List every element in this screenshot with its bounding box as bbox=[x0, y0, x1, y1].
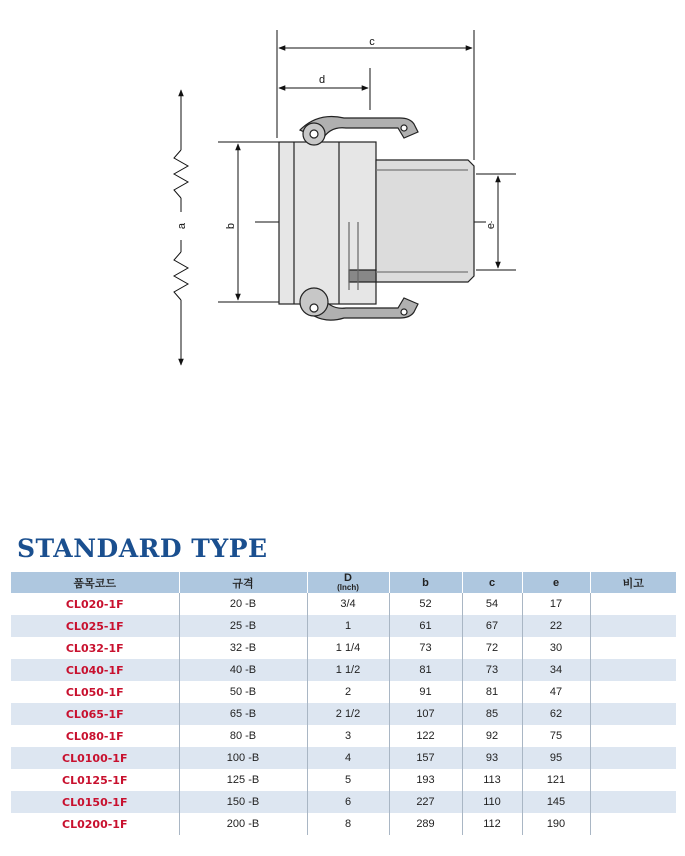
table-row bbox=[11, 615, 676, 637]
cell-c: 93 bbox=[462, 747, 522, 769]
cell-d: 2 1/2 bbox=[307, 703, 389, 725]
header-remark: 비고 bbox=[590, 572, 676, 593]
cell-b: 73 bbox=[389, 637, 462, 659]
cell-c: 85 bbox=[462, 703, 522, 725]
header-code: 품목코드 bbox=[11, 572, 179, 593]
cell-code: CL040-1F bbox=[11, 659, 179, 681]
header-size: 규격 bbox=[179, 572, 307, 593]
table-header-row bbox=[11, 572, 676, 593]
cell-size: 65 -B bbox=[179, 703, 307, 725]
table-row bbox=[11, 703, 676, 725]
cell-c: 67 bbox=[462, 615, 522, 637]
cell-c: 72 bbox=[462, 637, 522, 659]
cell-remark bbox=[590, 703, 676, 725]
table-row bbox=[11, 681, 676, 703]
cell-d: 3 bbox=[307, 725, 389, 747]
cell-d: 6 bbox=[307, 791, 389, 813]
cell-code: CL032-1F bbox=[11, 637, 179, 659]
cell-remark bbox=[590, 681, 676, 703]
cell-code: CL0100-1F bbox=[11, 747, 179, 769]
cell-c: 113 bbox=[462, 769, 522, 791]
cell-b: 289 bbox=[389, 813, 462, 835]
table-row bbox=[11, 593, 676, 615]
table-row bbox=[11, 813, 676, 835]
cell-remark bbox=[590, 791, 676, 813]
cell-e: 145 bbox=[522, 791, 590, 813]
header-e: e bbox=[522, 572, 590, 593]
header-b: b bbox=[389, 572, 462, 593]
cell-e: 22 bbox=[522, 615, 590, 637]
dimension-label-c: c bbox=[369, 36, 375, 48]
spec-table bbox=[11, 572, 676, 835]
cell-b: 122 bbox=[389, 725, 462, 747]
cell-code: CL0150-1F bbox=[11, 791, 179, 813]
cell-c: 110 bbox=[462, 791, 522, 813]
cell-d: 1 1/4 bbox=[307, 637, 389, 659]
cell-c: 81 bbox=[462, 681, 522, 703]
cell-size: 150 -B bbox=[179, 791, 307, 813]
cell-e: 95 bbox=[522, 747, 590, 769]
cell-c: 92 bbox=[462, 725, 522, 747]
dimension-label-d: d bbox=[318, 74, 326, 86]
cell-size: 40 -B bbox=[179, 659, 307, 681]
cell-code: CL050-1F bbox=[11, 681, 179, 703]
table-row bbox=[11, 637, 676, 659]
cell-b: 91 bbox=[389, 681, 462, 703]
cell-remark bbox=[590, 659, 676, 681]
cell-size: 200 -B bbox=[179, 813, 307, 835]
cell-code: CL025-1F bbox=[11, 615, 179, 637]
cell-remark bbox=[590, 813, 676, 835]
header-c: c bbox=[462, 572, 522, 593]
dimension-label-e: e bbox=[485, 222, 497, 230]
cell-remark bbox=[590, 769, 676, 791]
cell-remark bbox=[590, 593, 676, 615]
cell-size: 80 -B bbox=[179, 725, 307, 747]
cell-remark bbox=[590, 615, 676, 637]
cell-code: CL080-1F bbox=[11, 725, 179, 747]
cell-e: 34 bbox=[522, 659, 590, 681]
dimension-label-a: a bbox=[176, 222, 188, 230]
cell-size: 125 -B bbox=[179, 769, 307, 791]
cell-b: 157 bbox=[389, 747, 462, 769]
table-row bbox=[11, 791, 676, 813]
cell-e: 121 bbox=[522, 769, 590, 791]
cell-remark bbox=[590, 637, 676, 659]
cell-c: 112 bbox=[462, 813, 522, 835]
cell-b: 81 bbox=[389, 659, 462, 681]
cell-d: 2 bbox=[307, 681, 389, 703]
cell-b: 52 bbox=[389, 593, 462, 615]
cell-remark bbox=[590, 725, 676, 747]
section-title: STANDARD TYPE bbox=[17, 534, 268, 563]
cell-b: 193 bbox=[389, 769, 462, 791]
cell-d: 1 bbox=[307, 615, 389, 637]
cell-code: CL020-1F bbox=[11, 593, 179, 615]
cell-b: 61 bbox=[389, 615, 462, 637]
cell-size: 32 -B bbox=[179, 637, 307, 659]
cell-c: 54 bbox=[462, 593, 522, 615]
cell-remark bbox=[590, 747, 676, 769]
cell-b: 227 bbox=[389, 791, 462, 813]
cell-size: 25 -B bbox=[179, 615, 307, 637]
header-d-label: D bbox=[344, 571, 352, 584]
cell-e: 30 bbox=[522, 637, 590, 659]
table-row bbox=[11, 659, 676, 681]
header-d-unit: (Inch) bbox=[337, 582, 359, 592]
cell-size: 50 -B bbox=[179, 681, 307, 703]
cell-d: 1 1/2 bbox=[307, 659, 389, 681]
cell-d: 4 bbox=[307, 747, 389, 769]
header-d bbox=[307, 572, 389, 593]
cell-code: CL0125-1F bbox=[11, 769, 179, 791]
cell-c: 73 bbox=[462, 659, 522, 681]
table-row bbox=[11, 725, 676, 747]
cell-b: 107 bbox=[389, 703, 462, 725]
cell-code: CL065-1F bbox=[11, 703, 179, 725]
cell-e: 75 bbox=[522, 725, 590, 747]
cell-e: 62 bbox=[522, 703, 590, 725]
cell-code: CL0200-1F bbox=[11, 813, 179, 835]
coupler-body bbox=[279, 117, 474, 321]
cell-e: 47 bbox=[522, 681, 590, 703]
cell-size: 100 -B bbox=[179, 747, 307, 769]
dimension-label-b: b bbox=[225, 222, 237, 230]
cell-e: 17 bbox=[522, 593, 590, 615]
cell-d: 8 bbox=[307, 813, 389, 835]
cell-d: 3/4 bbox=[307, 593, 389, 615]
cell-e: 190 bbox=[522, 813, 590, 835]
table-row bbox=[11, 747, 676, 769]
cell-size: 20 -B bbox=[179, 593, 307, 615]
table-row bbox=[11, 769, 676, 791]
cell-d: 5 bbox=[307, 769, 389, 791]
